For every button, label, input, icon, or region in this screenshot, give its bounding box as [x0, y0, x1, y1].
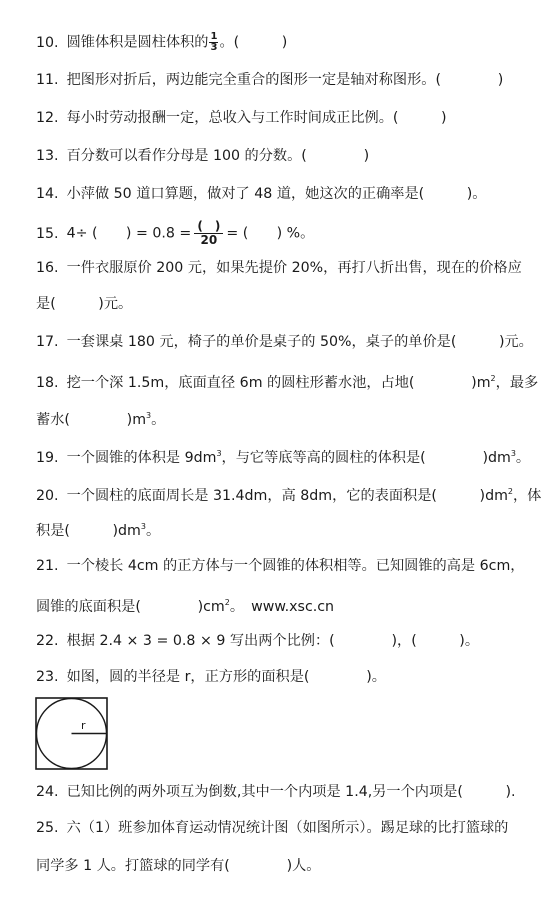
question-text: 一个圆锥的体积是 9dm	[66, 450, 217, 466]
question-text: 一个圆柱的底面周长是 31.4dm，高 8dm，它的表面积是( )dm	[66, 488, 508, 504]
question-16-line-2	[36, 294, 536, 314]
question-20-line-1	[36, 482, 542, 506]
question-text: 。	[151, 412, 166, 428]
question-12	[36, 108, 536, 128]
question-11	[36, 70, 536, 90]
question-text: 圆锥体积是圆柱体积的	[66, 34, 209, 51]
question-text: ，体	[512, 488, 542, 504]
question-number: 13.	[36, 148, 59, 164]
question-16-line-1	[36, 258, 536, 278]
question-text: ，最多	[495, 375, 539, 391]
question-21-line-1	[36, 556, 536, 576]
question-text: 已知比例的两外项互为倒数,其中一个内项是 1.4,另一个内项是( ).	[66, 784, 516, 800]
question-text-continued: 同学多 1 人。打篮球的同学有( )人。	[36, 858, 321, 874]
question-number: 22.	[36, 633, 59, 649]
question-text-continued: 是( )元。	[36, 296, 133, 312]
question-text: 。	[515, 450, 531, 466]
question-text: 每小时劳动报酬一定，总收入与工作时间成正比例。( )	[66, 110, 447, 126]
superscript: 3	[216, 449, 222, 458]
question-text: 把图形对折后，两边能完全重合的图形一定是轴对称图形。( )	[66, 72, 504, 88]
radius-label: r	[81, 719, 86, 732]
question-number: 12.	[36, 110, 59, 126]
question-10	[36, 32, 536, 53]
fraction-denominator: 20	[200, 233, 218, 247]
fraction-numerator: ( )	[194, 220, 223, 234]
question-text: 小萍做 50 道口算题，做对了 48 道，她这次的正确率是( )。	[66, 186, 487, 202]
fraction	[194, 220, 223, 247]
question-19	[36, 444, 536, 468]
question-number: 24.	[36, 784, 59, 800]
fraction	[209, 32, 218, 53]
question-text: 根据 2.4 × 3 = 0.8 × 9 写出两个比例：( )，( )。	[66, 633, 480, 649]
question-text: ，与它等底等高的圆柱的体积是( )dm	[221, 450, 511, 466]
question-text: 。 www.xsc.cn	[229, 599, 335, 615]
question-number: 20.	[36, 488, 59, 504]
answer-blank: 。( )	[219, 34, 288, 51]
question-text: 。	[145, 523, 161, 539]
question-21-line-2	[36, 593, 536, 617]
question-text: 一套课桌 180 元，椅子的单价是桌子的 50%，桌子的单价是( )元。	[66, 334, 533, 350]
question-number: 10.	[36, 34, 59, 51]
question-text: 六（1）班参加体育运动情况统计图（如图所示）。踢足球的比打篮球的	[66, 820, 509, 836]
question-number: 18.	[36, 375, 59, 391]
question-22	[36, 631, 536, 651]
question-text: 如图，圆的半径是 r，正方形的面积是( )。	[66, 669, 386, 685]
superscript: 3	[140, 522, 146, 531]
fraction-numerator: 1	[210, 31, 218, 42]
question-text: 一个棱长 4cm 的正方体与一个圆锥的体积相等。已知圆锥的高是 6cm，	[66, 558, 525, 574]
superscript: 3	[510, 449, 516, 458]
question-number: 16.	[36, 260, 59, 276]
question-number: 19.	[36, 450, 59, 466]
question-24	[36, 782, 536, 802]
question-17	[36, 332, 536, 352]
superscript: 2	[507, 487, 513, 496]
question-number: 21.	[36, 558, 59, 574]
question-text-continued: 圆锥的底面积是( )cm	[36, 599, 225, 615]
question-18-line-2	[36, 406, 536, 430]
question-25-line-1	[36, 818, 536, 838]
superscript: 2	[224, 598, 230, 607]
question-number: 23.	[36, 669, 59, 685]
question-text-continued: 蓄水( )m	[36, 412, 147, 428]
question-13	[36, 146, 536, 166]
question-text-continued: 积是( )dm	[36, 523, 141, 539]
superscript: 3	[146, 411, 152, 420]
question-text: 百分数可以看作分母是 100 的分数。( )	[66, 148, 370, 164]
question-number: 15.	[36, 225, 59, 242]
question-14	[36, 184, 536, 204]
question-text: 一件衣服原价 200 元，如果先提价 20%，再打八折出售，现在的价格应	[66, 260, 522, 276]
question-25-line-2	[36, 856, 536, 876]
question-number: 14.	[36, 186, 59, 202]
question-18-line-1	[36, 369, 539, 393]
question-number: 17.	[36, 334, 59, 350]
question-23	[36, 667, 536, 687]
question-number: 25.	[36, 820, 59, 836]
fraction-denominator: 3	[210, 42, 218, 53]
question-number: 11.	[36, 72, 59, 88]
question-text: 挖一个深 1.5m，底面直径 6m 的圆柱形蓄水池，占地( )m	[66, 375, 491, 391]
equation-right: = ( ) %。	[226, 225, 315, 242]
equation-left: 4÷ ( ) = 0.8 =	[66, 225, 192, 242]
circle-in-square-figure	[35, 697, 108, 770]
superscript: 2	[490, 374, 496, 383]
question-20-line-2	[36, 517, 536, 541]
question-15	[36, 220, 536, 247]
